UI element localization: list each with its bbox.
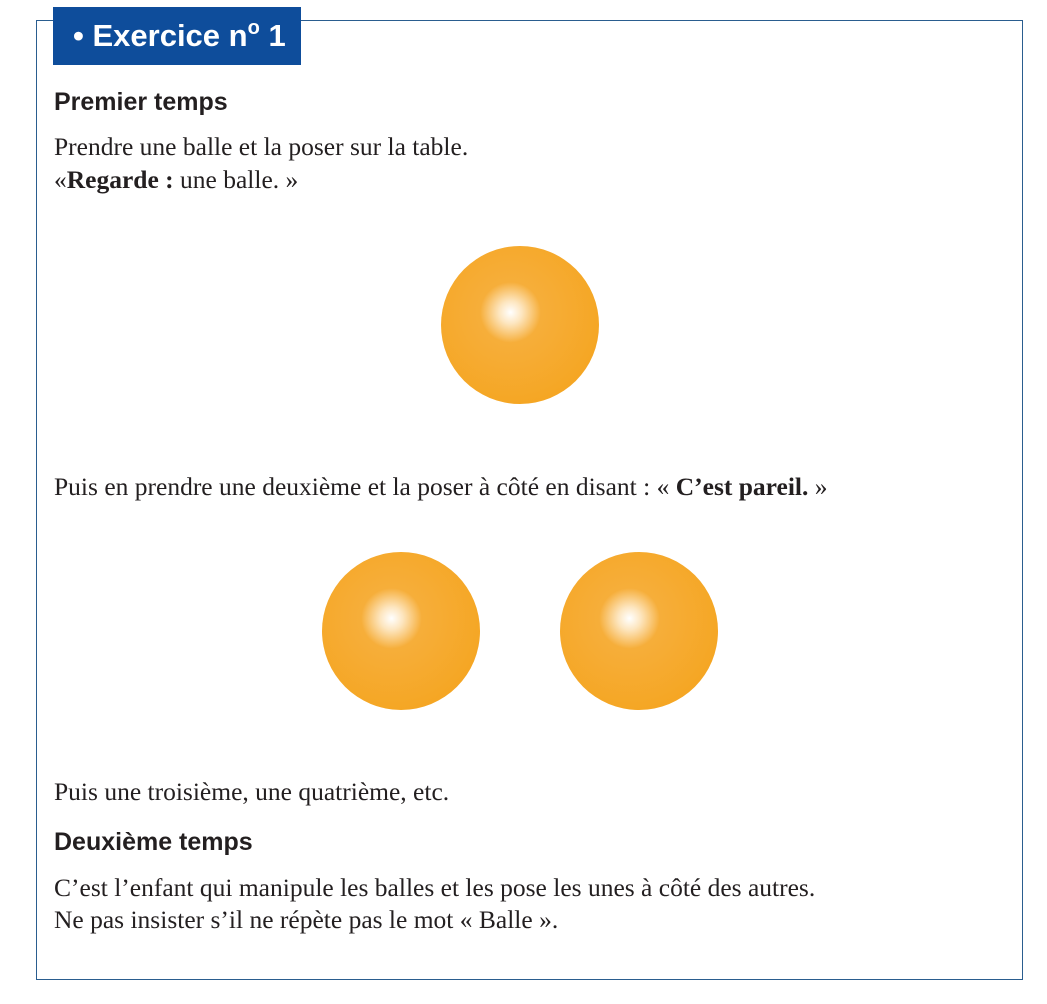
ball-illustration-single: [441, 246, 599, 404]
cest-pareil-bold: C’est pareil.: [675, 472, 809, 501]
regarde-bold: Regarde :: [66, 165, 174, 194]
quote-open: «: [54, 165, 67, 194]
instruction-line-2: [54, 163, 298, 196]
instruction-line-1: Prendre une balle et la poser sur la table.: [54, 132, 469, 161]
instruction-line-5: C’est l’enfant qui manipule les balles et les pose les unes à côté des autres.: [54, 873, 816, 902]
line-2-rest: une balle. »: [173, 165, 299, 194]
instruction-line-4: Puis une troisième, une quatrième, etc.: [54, 777, 450, 806]
instruction-line-6: Ne pas insister s’il ne répète pas le mot « Balle ».: [54, 905, 559, 934]
line-3-text: Puis en prendre une deuxième et la poser à côté en disant : «: [54, 472, 676, 501]
heading-premier-temps: Premier temps: [54, 88, 228, 116]
badge-number: 1: [268, 18, 286, 53]
ball-illustration-left: [322, 552, 480, 710]
instruction-line-3: [54, 470, 828, 503]
exercise-badge: [53, 7, 301, 65]
badge-label: Exercice n: [92, 18, 248, 53]
heading-deuxieme-temps: Deuxième temps: [54, 828, 253, 856]
quote-close: »: [808, 472, 828, 501]
badge-sup: o: [247, 17, 260, 39]
badge-bullet: •: [73, 18, 84, 53]
ball-illustration-right: [560, 552, 718, 710]
